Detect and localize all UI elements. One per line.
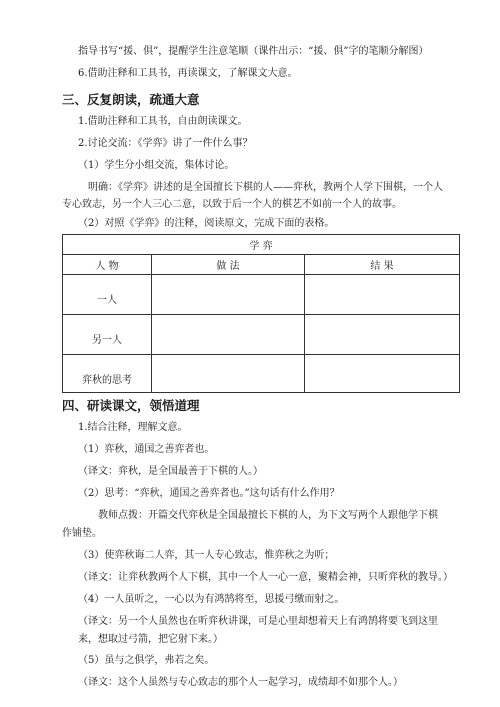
text-line: 专心致志，另一个人三心二意，以致于后一个人的棋艺不如前一个人的故事。: [62, 199, 402, 210]
text-line: （3）使弈秋诲二人弈，其一人专心致志，惟弈秋之为听；: [78, 550, 335, 561]
row-label: 一人: [63, 275, 152, 315]
text-line: （译文：弈秋，是全国最善于下棋的人。）: [78, 466, 263, 477]
result-cell: [305, 275, 460, 315]
text-line: 6.借助注释和工具书，再读课文，了解课文大意。: [78, 68, 298, 79]
text-line: （译文：这个人虽然与专心致志的那个人一起学习，成绩却不如那个人。）: [78, 677, 403, 688]
text-line: （1）学生分小组交流，集体讨论。: [78, 160, 235, 171]
text-line: （4）一人虽听之，一心以为有鸿鹄将至，思援弓缴而射之。: [78, 594, 345, 605]
text-line: （2）对照《学弈》的注释，阅读原文，完成下面的表格。: [78, 218, 335, 229]
text-line: 来，想取过弓箭，把它射下来。）: [78, 634, 223, 645]
table-header: 做 法: [152, 255, 305, 275]
table-title: 学 弈: [63, 235, 460, 255]
text-line: （译文：让弈秋教两个人下棋，其中一个人一心一意，聚精会神，只听弈秋的教导。）: [78, 572, 453, 583]
table-row: [63, 315, 460, 355]
result-cell: [305, 315, 460, 355]
method-cell: [152, 315, 305, 355]
text-line: 明确：《学弈》讲述的是全国擅长下棋的人——弈秋，教两个人学下围棋，一个人: [88, 182, 443, 193]
table-header: 结 果: [305, 255, 460, 275]
text-line: 1.结合注释，理解文意。: [78, 422, 188, 433]
text-line: （5）虽与之俱学，弗若之矣。: [78, 655, 215, 666]
table-row: [63, 275, 460, 315]
xueyi-table: [62, 234, 460, 393]
table-header: 人 物: [63, 255, 152, 275]
result-cell: [305, 355, 460, 393]
text-line: 2.讨论交流：《学弈》讲了一件什么事？: [78, 138, 253, 149]
method-cell: [152, 355, 305, 393]
section-heading-3: 三、反复朗读，疏通大意: [62, 92, 200, 107]
text-line: 作铺垫。: [62, 528, 102, 539]
text-line: 1.借助注释和工具书，自由朗读课文。: [78, 116, 248, 127]
text-line: （2）思考：“弈秋，通国之善弈者也。”这句话有什么作用？: [78, 488, 340, 499]
method-cell: [152, 275, 305, 315]
text-line: （译文：另一个人虽然也在听弈秋讲课，可是心里却想着天上有鸿鹄将要飞到这里: [78, 616, 438, 627]
row-label: 弈秋的思考: [63, 355, 152, 393]
text-line: （1）弈秋，通国之善弈者也。: [78, 444, 215, 455]
text-line: 指导书写“援、俱”，提醒学生注意笔顺（课件出示：“援、俱”字的笔顺分解图）: [78, 46, 429, 57]
row-label: 另一人: [63, 315, 152, 355]
table-row: [63, 355, 460, 393]
text-line: 教师点拨：开篇交代弈秋是全国最擅长下棋的人，为下文写两个人跟他学下棋: [98, 510, 438, 521]
section-heading-4: 四、研读课文，领悟道理: [62, 398, 200, 413]
